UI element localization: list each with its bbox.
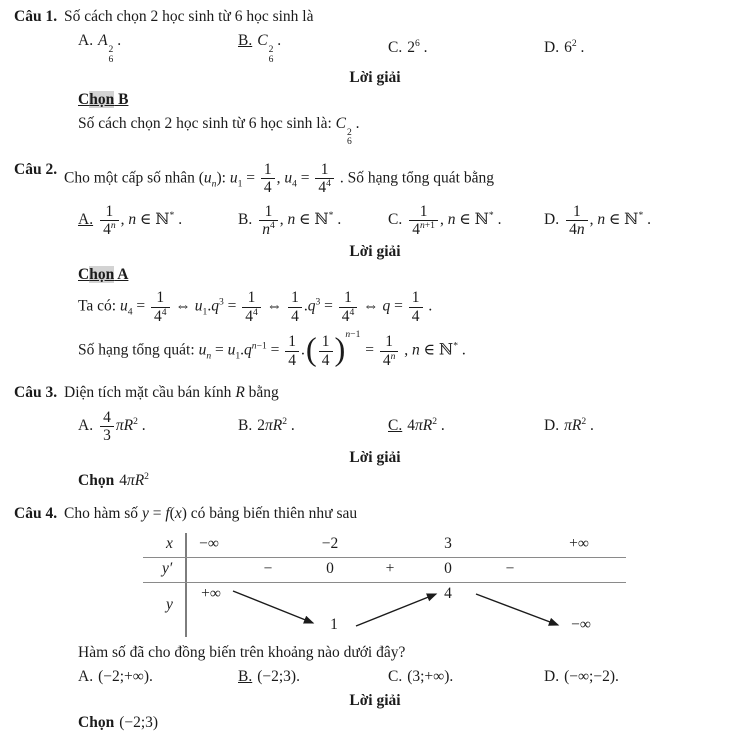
question-4-options <box>78 667 750 687</box>
option-d-label: D. <box>544 417 560 435</box>
table-x-value-0: −∞ <box>199 534 219 552</box>
question-4-stem: Cho hàm số y = f(x) có bảng biến thiên như sau <box>64 505 358 523</box>
question-4-subquestion: Hàm số đã cho đồng biến trên khoảng nào dưới đây? <box>78 643 406 661</box>
question-2-stem: Cho một cấp số nhân $(u_n)$: $u_1$ = $\frac{1}{4}$ , $u_4$ = $\frac{1}{4^4}$ . Số hạng tổng quát bằng <box>64 160 494 197</box>
option-a-label: A. <box>78 32 94 50</box>
table-sign-3: 0 <box>444 559 452 577</box>
arrow-decreasing-1 <box>233 591 313 623</box>
question-1-number: Câu 1. <box>14 8 58 25</box>
table-sign-2: + <box>385 559 395 577</box>
table-sign-0: − <box>263 559 273 577</box>
question-1-option-c <box>388 38 544 58</box>
table-vertical-line <box>185 533 187 637</box>
arrow-decreasing-2 <box>476 594 558 625</box>
question-2-option-d <box>544 202 750 240</box>
table-y-label: y <box>166 595 173 613</box>
table-x-value-1: −2 <box>321 534 339 552</box>
table-y-prime-label: y′ <box>162 559 173 577</box>
question-3-stem: Diện tích mặt cầu bán kính R bằng <box>64 384 279 402</box>
option-c-label: C. <box>388 417 403 435</box>
question-3-chosen-value: $4\pi R^2$ <box>119 470 149 489</box>
question-3-option-b <box>238 416 388 436</box>
question-2-option-a <box>78 202 238 240</box>
option-b-value: C 2 6 . <box>257 32 282 66</box>
option-d-value: $6^2$ . <box>564 37 585 56</box>
question-1-option-b <box>238 31 388 64</box>
table-y-max: 4 <box>444 584 452 602</box>
question-1-solution-text: Số cách chọn 2 học sinh từ 6 học sinh là: C 2 6 . <box>78 114 360 148</box>
question-3-solution-heading: Lời giải <box>349 449 401 467</box>
option-a-value: $\frac{1}{4^n}$ , n ∈ ℕ* . <box>98 211 182 228</box>
table-y-min: 1 <box>330 615 338 633</box>
option-b-value: $2\pi R^2$ . <box>257 416 295 435</box>
table-x-label: x <box>166 534 173 552</box>
table-y-top-left: +∞ <box>201 584 221 602</box>
option-b-value: $\frac{1}{n^4}$ , n ∈ ℕ* . <box>257 211 341 228</box>
question-2-chosen-answer: Chọn A <box>78 265 129 283</box>
question-2-solution-heading: Lời giải <box>349 243 401 261</box>
question-2-option-b <box>238 202 388 240</box>
option-c-value: $4\pi R^2$ . <box>407 416 445 435</box>
option-c-value: $2^6$ . <box>407 37 428 56</box>
question-2-options <box>78 202 750 240</box>
question-3-option-c <box>388 416 544 436</box>
question-2-solution-line-1: Ta có: $u_4$ = $\frac{1}{4^4}$ ⇔ $u_1.q^3$ = $\frac{1}{4^4}$ ⇔ $\frac{1}{4}$ $.q^3$ = $\frac{1}{4^4}$ ⇔ q = $\frac{1}{4}$ . <box>78 289 433 325</box>
option-d-label: D. <box>544 38 560 56</box>
option-b-label: B. <box>238 417 253 435</box>
option-c-value: (3;+∞). <box>407 668 454 686</box>
table-x-value-2: 3 <box>444 534 452 552</box>
option-d-label: D. <box>544 668 560 686</box>
option-a-label: A. <box>78 211 94 229</box>
question-2 <box>0 160 750 370</box>
question-4-chon-label: Chọn <box>78 714 115 732</box>
option-d-label: D. <box>544 211 560 229</box>
question-4-number: Câu 4. <box>14 505 58 523</box>
question-1-options <box>78 31 750 64</box>
question-3-chon-label: Chọn <box>78 471 115 489</box>
question-2-solution-line-2: Số hạng tổng quát: $u_n = u_1.q^{n-1}$ = $\frac{1}{4}$ . ( $\frac{1}{4}$ ) $^{n -1}$ = $\frac{1}{4^n}$ , n ∈ ℕ* . <box>78 329 466 369</box>
option-a-value: $\frac{4}{3}$ $\pi R^2$ . <box>98 417 146 434</box>
option-d-value: (−∞;−2). <box>564 668 619 686</box>
variation-table <box>143 533 626 637</box>
table-x-value-3: +∞ <box>569 534 589 552</box>
question-1 <box>0 7 750 147</box>
table-sign-4: − <box>505 559 515 577</box>
option-b-label: B. <box>238 32 253 50</box>
question-1-solution-heading: Lời giải <box>349 68 401 86</box>
question-2-number: Câu 2. <box>14 160 58 178</box>
question-4-option-d <box>544 667 750 687</box>
option-c-label: C. <box>388 211 403 229</box>
option-a-value: (−2;+∞). <box>98 668 153 686</box>
question-4 <box>0 504 750 733</box>
option-c-label: C. <box>388 668 403 686</box>
question-3-number: Câu 3. <box>14 384 58 402</box>
question-1-stem: Số cách chọn 2 học sinh từ 6 học sinh là <box>64 8 314 25</box>
question-1-option-a <box>78 31 238 64</box>
option-a-label: A. <box>78 417 94 435</box>
question-2-option-c <box>388 202 544 240</box>
option-d-value: $\pi R^2$ . <box>564 416 594 435</box>
question-4-option-b <box>238 667 388 687</box>
option-c-label: C. <box>388 38 403 56</box>
question-3 <box>0 383 750 491</box>
question-1-chosen-answer: Chọn B <box>78 91 129 109</box>
question-4-option-c <box>388 667 544 687</box>
option-b-label: B. <box>238 211 253 229</box>
table-y-bottom-right: −∞ <box>571 615 591 633</box>
question-4-solution-heading: Lời giải <box>349 691 401 709</box>
option-a-value: A 2 6 . <box>98 32 122 66</box>
option-d-value: $\frac{1}{4n}$ , n ∈ ℕ* . <box>564 211 651 228</box>
option-b-label: B. <box>238 668 253 686</box>
table-sign-1: 0 <box>326 559 334 577</box>
question-4-option-a <box>78 667 238 687</box>
option-a-label: A. <box>78 668 94 686</box>
arrow-increasing <box>356 594 436 626</box>
table-horizontal-line-1 <box>143 557 626 559</box>
option-c-value: $\frac{1}{4^{n+1}}$ , n ∈ ℕ* . <box>407 211 501 228</box>
question-4-chosen-value: (−2;3) <box>119 714 159 732</box>
question-3-option-a <box>78 408 238 446</box>
option-b-value: (−2;3). <box>257 668 300 686</box>
question-3-option-d <box>544 416 750 436</box>
question-1-option-d <box>544 38 750 58</box>
question-3-options <box>78 408 750 446</box>
